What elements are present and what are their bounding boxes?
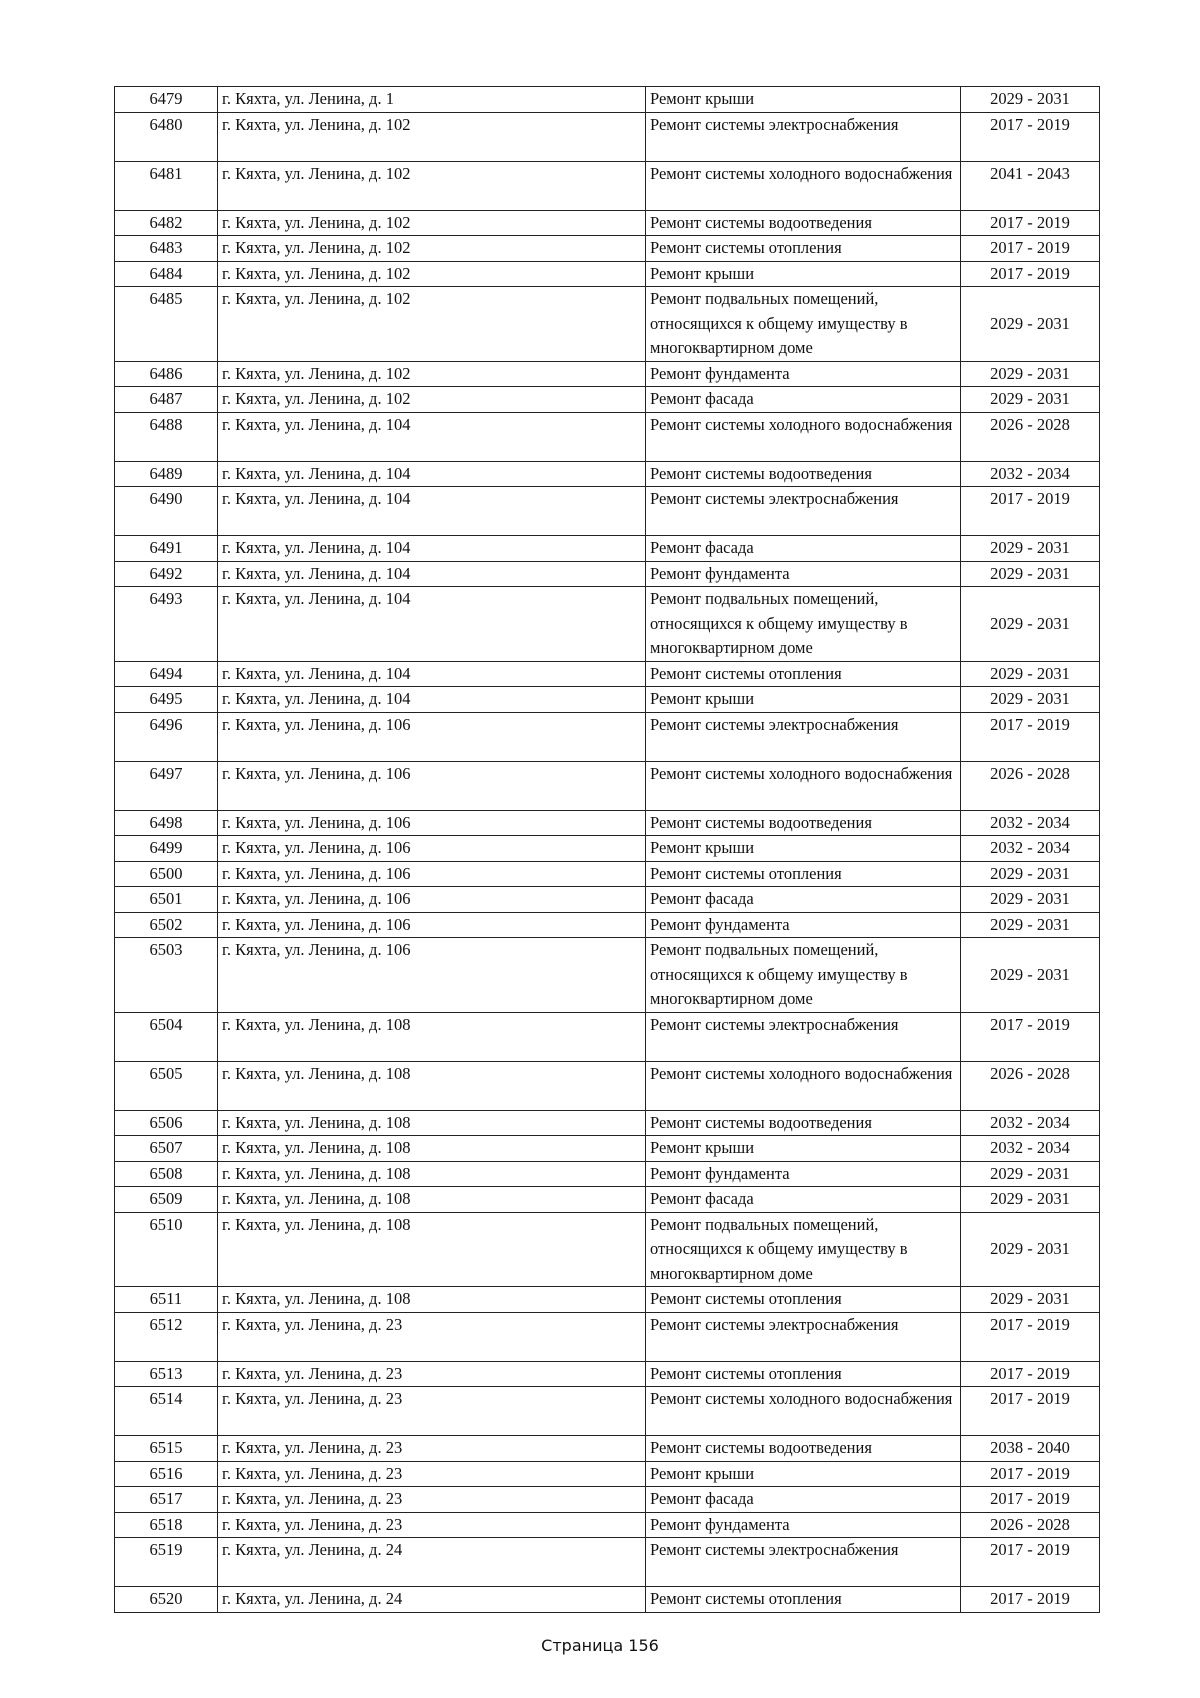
- row-number-cell: 6483: [115, 236, 218, 262]
- table-row: [115, 1312, 1100, 1361]
- period-cell: 2026 - 2028: [961, 1512, 1100, 1538]
- period-cell: 2029 - 2031: [961, 536, 1100, 562]
- row-number-cell: 6506: [115, 1110, 218, 1136]
- period-cell: 2029 - 2031: [961, 561, 1100, 587]
- work-type-cell: Ремонт фундамента: [646, 1161, 961, 1187]
- row-number-cell: 6481: [115, 161, 218, 210]
- table-row: [115, 487, 1100, 536]
- address-cell: г. Кяхта, ул. Ленина, д. 106: [218, 810, 646, 836]
- table-row: [115, 887, 1100, 913]
- row-number-cell: 6493: [115, 587, 218, 662]
- address-cell: г. Кяхта, ул. Ленина, д. 106: [218, 912, 646, 938]
- period-cell: 2017 - 2019: [961, 210, 1100, 236]
- work-type-cell: Ремонт системы водоотведения: [646, 1436, 961, 1462]
- address-cell: г. Кяхта, ул. Ленина, д. 104: [218, 661, 646, 687]
- table-row: [115, 1512, 1100, 1538]
- table-row: [115, 1587, 1100, 1613]
- work-type-cell: Ремонт подвальных помещений, относящихся к общему имуществу в многоквартирном доме: [646, 938, 961, 1013]
- table-row: [115, 1161, 1100, 1187]
- row-number-cell: 6484: [115, 261, 218, 287]
- work-type-cell: Ремонт системы отопления: [646, 1587, 961, 1613]
- work-type-cell: Ремонт фасада: [646, 887, 961, 913]
- period-cell: 2026 - 2028: [961, 1061, 1100, 1110]
- table-row: [115, 912, 1100, 938]
- row-number-cell: 6502: [115, 912, 218, 938]
- period-cell: 2017 - 2019: [961, 1538, 1100, 1587]
- table-row: [115, 1136, 1100, 1162]
- work-type-cell: Ремонт системы электроснабжения: [646, 1312, 961, 1361]
- table-row: [115, 938, 1100, 1013]
- address-cell: г. Кяхта, ул. Ленина, д. 108: [218, 1061, 646, 1110]
- repair-schedule-table: [114, 86, 1100, 1613]
- work-type-cell: Ремонт системы водоотведения: [646, 1110, 961, 1136]
- table-row: [115, 161, 1100, 210]
- row-number-cell: 6508: [115, 1161, 218, 1187]
- table-row: [115, 87, 1100, 113]
- work-type-cell: Ремонт фундамента: [646, 561, 961, 587]
- work-type-cell: Ремонт фасада: [646, 1487, 961, 1513]
- work-type-cell: Ремонт системы отопления: [646, 661, 961, 687]
- work-type-cell: Ремонт фундамента: [646, 912, 961, 938]
- table-row: [115, 861, 1100, 887]
- work-type-cell: Ремонт системы электроснабжения: [646, 487, 961, 536]
- table-row: [115, 1212, 1100, 1287]
- address-cell: г. Кяхта, ул. Ленина, д. 106: [218, 712, 646, 761]
- work-type-cell: Ремонт системы холодного водоснабжения: [646, 761, 961, 810]
- work-type-cell: Ремонт системы электроснабжения: [646, 712, 961, 761]
- work-type-cell: Ремонт фасада: [646, 387, 961, 413]
- period-cell: 2017 - 2019: [961, 712, 1100, 761]
- table-row: [115, 287, 1100, 362]
- work-type-cell: Ремонт системы холодного водоснабжения: [646, 1061, 961, 1110]
- work-type-cell: Ремонт фасада: [646, 1187, 961, 1213]
- work-type-cell: Ремонт крыши: [646, 87, 961, 113]
- work-type-cell: Ремонт системы водоотведения: [646, 461, 961, 487]
- table-row: [115, 687, 1100, 713]
- period-cell: 2026 - 2028: [961, 412, 1100, 461]
- table-row: [115, 236, 1100, 262]
- work-type-cell: Ремонт подвальных помещений, относящихся к общему имуществу в многоквартирном доме: [646, 587, 961, 662]
- table-row: [115, 712, 1100, 761]
- period-cell: 2032 - 2034: [961, 836, 1100, 862]
- work-type-cell: Ремонт системы отопления: [646, 236, 961, 262]
- period-cell: 2029 - 2031: [961, 387, 1100, 413]
- table-row: [115, 761, 1100, 810]
- work-type-cell: Ремонт крыши: [646, 836, 961, 862]
- row-number-cell: 6498: [115, 810, 218, 836]
- period-cell: 2032 - 2034: [961, 1136, 1100, 1162]
- period-cell: 2029 - 2031: [961, 1287, 1100, 1313]
- row-number-cell: 6482: [115, 210, 218, 236]
- work-type-cell: Ремонт системы водоотведения: [646, 210, 961, 236]
- address-cell: г. Кяхта, ул. Ленина, д. 104: [218, 461, 646, 487]
- address-cell: г. Кяхта, ул. Ленина, д. 108: [218, 1110, 646, 1136]
- address-cell: г. Кяхта, ул. Ленина, д. 1: [218, 87, 646, 113]
- address-cell: г. Кяхта, ул. Ленина, д. 102: [218, 287, 646, 362]
- period-cell: 2029 - 2031: [961, 1187, 1100, 1213]
- row-number-cell: 6480: [115, 112, 218, 161]
- address-cell: г. Кяхта, ул. Ленина, д. 106: [218, 861, 646, 887]
- page-number: Страница 156: [541, 1636, 659, 1655]
- table-row: [115, 1436, 1100, 1462]
- address-cell: г. Кяхта, ул. Ленина, д. 23: [218, 1387, 646, 1436]
- row-number-cell: 6511: [115, 1287, 218, 1313]
- address-cell: г. Кяхта, ул. Ленина, д. 104: [218, 412, 646, 461]
- row-number-cell: 6513: [115, 1361, 218, 1387]
- period-cell: 2017 - 2019: [961, 112, 1100, 161]
- address-cell: г. Кяхта, ул. Ленина, д. 23: [218, 1512, 646, 1538]
- work-type-cell: Ремонт системы электроснабжения: [646, 112, 961, 161]
- address-cell: г. Кяхта, ул. Ленина, д. 108: [218, 1212, 646, 1287]
- address-cell: г. Кяхта, ул. Ленина, д. 108: [218, 1136, 646, 1162]
- table-row: [115, 587, 1100, 662]
- address-cell: г. Кяхта, ул. Ленина, д. 24: [218, 1587, 646, 1613]
- table-row: [115, 1187, 1100, 1213]
- work-type-cell: Ремонт системы электроснабжения: [646, 1538, 961, 1587]
- period-cell: 2029 - 2031: [961, 938, 1100, 1013]
- period-cell: 2032 - 2034: [961, 1110, 1100, 1136]
- row-number-cell: 6486: [115, 361, 218, 387]
- work-type-cell: Ремонт крыши: [646, 1136, 961, 1162]
- work-type-cell: Ремонт системы отопления: [646, 1361, 961, 1387]
- table-row: [115, 810, 1100, 836]
- address-cell: г. Кяхта, ул. Ленина, д. 102: [218, 236, 646, 262]
- table-row: [115, 1461, 1100, 1487]
- period-cell: 2029 - 2031: [961, 361, 1100, 387]
- table-row: [115, 536, 1100, 562]
- address-cell: г. Кяхта, ул. Ленина, д. 108: [218, 1287, 646, 1313]
- row-number-cell: 6510: [115, 1212, 218, 1287]
- address-cell: г. Кяхта, ул. Ленина, д. 23: [218, 1461, 646, 1487]
- table-row: [115, 1287, 1100, 1313]
- period-cell: 2017 - 2019: [961, 1487, 1100, 1513]
- period-cell: 2017 - 2019: [961, 1461, 1100, 1487]
- row-number-cell: 6488: [115, 412, 218, 461]
- row-number-cell: 6495: [115, 687, 218, 713]
- table-row: [115, 1387, 1100, 1436]
- period-cell: 2017 - 2019: [961, 236, 1100, 262]
- row-number-cell: 6505: [115, 1061, 218, 1110]
- work-type-cell: Ремонт подвальных помещений, относящихся к общему имуществу в многоквартирном доме: [646, 287, 961, 362]
- address-cell: г. Кяхта, ул. Ленина, д. 104: [218, 687, 646, 713]
- address-cell: г. Кяхта, ул. Ленина, д. 102: [218, 261, 646, 287]
- table-row: [115, 361, 1100, 387]
- address-cell: г. Кяхта, ул. Ленина, д. 104: [218, 561, 646, 587]
- period-cell: 2029 - 2031: [961, 687, 1100, 713]
- address-cell: г. Кяхта, ул. Ленина, д. 23: [218, 1436, 646, 1462]
- row-number-cell: 6504: [115, 1012, 218, 1061]
- table-row: [115, 1487, 1100, 1513]
- period-cell: 2017 - 2019: [961, 1012, 1100, 1061]
- row-number-cell: 6492: [115, 561, 218, 587]
- period-cell: 2029 - 2031: [961, 912, 1100, 938]
- period-cell: 2017 - 2019: [961, 261, 1100, 287]
- address-cell: г. Кяхта, ул. Ленина, д. 106: [218, 887, 646, 913]
- work-type-cell: Ремонт крыши: [646, 687, 961, 713]
- row-number-cell: 6512: [115, 1312, 218, 1361]
- period-cell: 2029 - 2031: [961, 587, 1100, 662]
- period-cell: 2026 - 2028: [961, 761, 1100, 810]
- period-cell: 2029 - 2031: [961, 87, 1100, 113]
- address-cell: г. Кяхта, ул. Ленина, д. 104: [218, 587, 646, 662]
- work-type-cell: Ремонт системы холодного водоснабжения: [646, 412, 961, 461]
- row-number-cell: 6514: [115, 1387, 218, 1436]
- address-cell: г. Кяхта, ул. Ленина, д. 104: [218, 487, 646, 536]
- address-cell: г. Кяхта, ул. Ленина, д. 23: [218, 1312, 646, 1361]
- table-row: [115, 461, 1100, 487]
- period-cell: 2041 - 2043: [961, 161, 1100, 210]
- period-cell: 2017 - 2019: [961, 1312, 1100, 1361]
- work-type-cell: Ремонт подвальных помещений, относящихся к общему имуществу в многоквартирном доме: [646, 1212, 961, 1287]
- table-row: [115, 1110, 1100, 1136]
- address-cell: г. Кяхта, ул. Ленина, д. 106: [218, 761, 646, 810]
- row-number-cell: 6494: [115, 661, 218, 687]
- table-row: [115, 210, 1100, 236]
- row-number-cell: 6507: [115, 1136, 218, 1162]
- row-number-cell: 6520: [115, 1587, 218, 1613]
- row-number-cell: 6517: [115, 1487, 218, 1513]
- period-cell: 2017 - 2019: [961, 1387, 1100, 1436]
- period-cell: 2032 - 2034: [961, 461, 1100, 487]
- table-row: [115, 561, 1100, 587]
- table-row: [115, 836, 1100, 862]
- table-row: [115, 261, 1100, 287]
- address-cell: г. Кяхта, ул. Ленина, д. 106: [218, 938, 646, 1013]
- address-cell: г. Кяхта, ул. Ленина, д. 108: [218, 1187, 646, 1213]
- row-number-cell: 6489: [115, 461, 218, 487]
- period-cell: 2029 - 2031: [961, 287, 1100, 362]
- work-type-cell: Ремонт системы отопления: [646, 861, 961, 887]
- row-number-cell: 6479: [115, 87, 218, 113]
- table-row: [115, 412, 1100, 461]
- address-cell: г. Кяхта, ул. Ленина, д. 102: [218, 387, 646, 413]
- period-cell: 2029 - 2031: [961, 887, 1100, 913]
- table-row: [115, 661, 1100, 687]
- address-cell: г. Кяхта, ул. Ленина, д. 102: [218, 161, 646, 210]
- row-number-cell: 6496: [115, 712, 218, 761]
- row-number-cell: 6515: [115, 1436, 218, 1462]
- period-cell: 2029 - 2031: [961, 861, 1100, 887]
- work-type-cell: Ремонт крыши: [646, 261, 961, 287]
- address-cell: г. Кяхта, ул. Ленина, д. 23: [218, 1487, 646, 1513]
- address-cell: г. Кяхта, ул. Ленина, д. 104: [218, 536, 646, 562]
- row-number-cell: 6503: [115, 938, 218, 1013]
- address-cell: г. Кяхта, ул. Ленина, д. 23: [218, 1361, 646, 1387]
- table-row: [115, 1012, 1100, 1061]
- period-cell: 2038 - 2040: [961, 1436, 1100, 1462]
- address-cell: г. Кяхта, ул. Ленина, д. 102: [218, 210, 646, 236]
- table-row: [115, 1361, 1100, 1387]
- work-type-cell: Ремонт крыши: [646, 1461, 961, 1487]
- table-row: [115, 1061, 1100, 1110]
- period-cell: 2029 - 2031: [961, 1161, 1100, 1187]
- row-number-cell: 6491: [115, 536, 218, 562]
- period-cell: 2017 - 2019: [961, 487, 1100, 536]
- work-type-cell: Ремонт системы холодного водоснабжения: [646, 161, 961, 210]
- work-type-cell: Ремонт фундамента: [646, 361, 961, 387]
- row-number-cell: 6485: [115, 287, 218, 362]
- row-number-cell: 6487: [115, 387, 218, 413]
- work-type-cell: Ремонт системы отопления: [646, 1287, 961, 1313]
- row-number-cell: 6490: [115, 487, 218, 536]
- period-cell: 2017 - 2019: [961, 1361, 1100, 1387]
- table-body: [115, 87, 1100, 1613]
- row-number-cell: 6518: [115, 1512, 218, 1538]
- period-cell: 2017 - 2019: [961, 1587, 1100, 1613]
- period-cell: 2029 - 2031: [961, 661, 1100, 687]
- work-type-cell: Ремонт фундамента: [646, 1512, 961, 1538]
- table-row: [115, 387, 1100, 413]
- row-number-cell: 6497: [115, 761, 218, 810]
- work-type-cell: Ремонт системы водоотведения: [646, 810, 961, 836]
- address-cell: г. Кяхта, ул. Ленина, д. 108: [218, 1161, 646, 1187]
- address-cell: г. Кяхта, ул. Ленина, д. 102: [218, 112, 646, 161]
- row-number-cell: 6501: [115, 887, 218, 913]
- address-cell: г. Кяхта, ул. Ленина, д. 106: [218, 836, 646, 862]
- period-cell: 2029 - 2031: [961, 1212, 1100, 1287]
- work-type-cell: Ремонт системы электроснабжения: [646, 1012, 961, 1061]
- address-cell: г. Кяхта, ул. Ленина, д. 24: [218, 1538, 646, 1587]
- row-number-cell: 6500: [115, 861, 218, 887]
- row-number-cell: 6516: [115, 1461, 218, 1487]
- address-cell: г. Кяхта, ул. Ленина, д. 108: [218, 1012, 646, 1061]
- work-type-cell: Ремонт системы холодного водоснабжения: [646, 1387, 961, 1436]
- row-number-cell: 6509: [115, 1187, 218, 1213]
- table-row: [115, 112, 1100, 161]
- period-cell: 2032 - 2034: [961, 810, 1100, 836]
- address-cell: г. Кяхта, ул. Ленина, д. 102: [218, 361, 646, 387]
- row-number-cell: 6499: [115, 836, 218, 862]
- table-row: [115, 1538, 1100, 1587]
- row-number-cell: 6519: [115, 1538, 218, 1587]
- work-type-cell: Ремонт фасада: [646, 536, 961, 562]
